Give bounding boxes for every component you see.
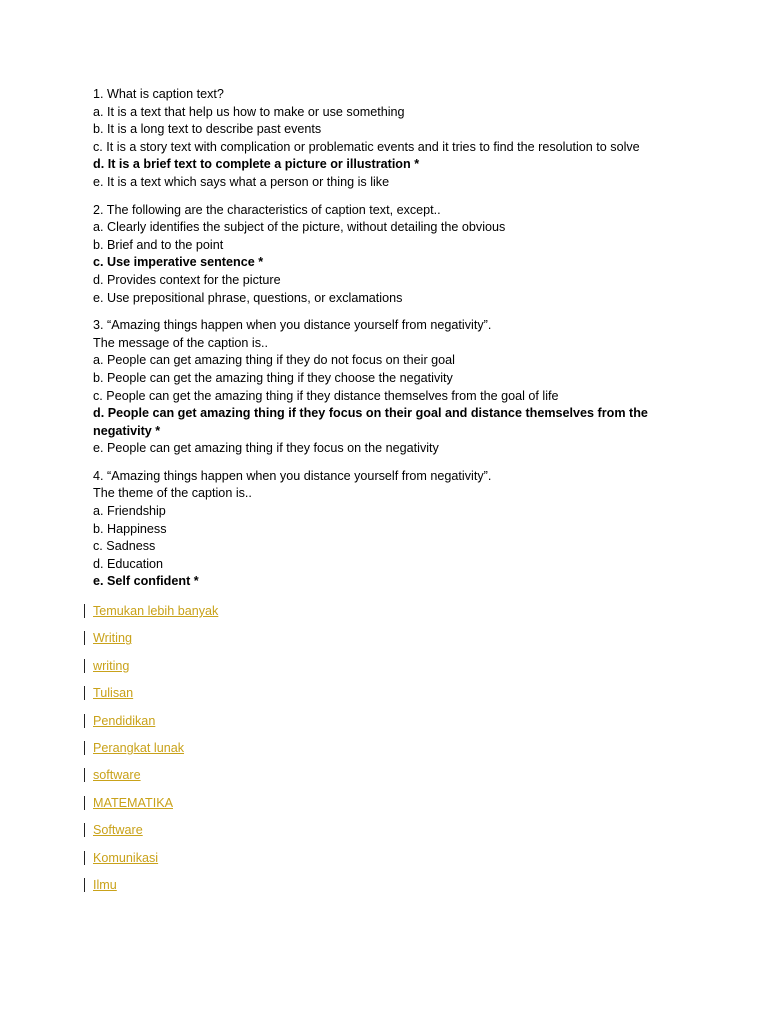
related-link-item <box>93 793 693 820</box>
question-block <box>93 86 693 192</box>
question-text: 3. “Amazing things happen when you distance yourself from negativity”. <box>93 318 492 333</box>
related-link-item <box>93 738 693 765</box>
answer-option-correct: c. Use imperative sentence * <box>93 255 264 270</box>
link-marker <box>84 631 85 645</box>
link-marker <box>84 878 85 892</box>
answer-option: a. Clearly identifies the subject of the picture, without detailing the obvious <box>93 220 506 235</box>
related-link[interactable]: Writing <box>93 631 132 646</box>
related-link[interactable]: Pendidikan <box>93 713 156 728</box>
related-link[interactable]: Perangkat lunak <box>93 740 185 755</box>
answer-option: c. Sadness <box>93 539 156 554</box>
document-page <box>93 86 693 902</box>
question-subtext: The theme of the caption is.. <box>93 486 252 501</box>
related-link-item <box>93 656 693 683</box>
answer-option: c. People can get the amazing thing if they distance themselves from the goal of life <box>93 388 559 403</box>
related-link-item <box>93 683 693 710</box>
answer-option: d. Provides context for the picture <box>93 272 281 287</box>
related-link-item <box>93 820 693 847</box>
question-text: 2. The following are the characteristics of caption text, except.. <box>93 202 441 217</box>
link-marker <box>84 659 85 673</box>
related-link-item <box>93 711 693 738</box>
related-link[interactable]: Komunikasi <box>93 850 159 865</box>
related-link-item <box>93 628 693 655</box>
answer-option-correct: d. It is a brief text to complete a picture or illustration * <box>93 157 420 172</box>
link-marker <box>84 741 85 755</box>
answer-option: a. People can get amazing thing if they do not focus on their goal <box>93 353 455 368</box>
related-link[interactable]: Tulisan <box>93 686 134 701</box>
question-block <box>93 317 693 458</box>
related-links <box>93 601 693 902</box>
related-link-item <box>93 848 693 875</box>
link-marker <box>84 714 85 728</box>
related-link[interactable]: Temukan lebih banyak <box>93 604 219 619</box>
related-link[interactable]: MATEMATIKA <box>93 795 173 810</box>
related-link[interactable]: Software <box>93 823 143 838</box>
answer-option: a. Friendship <box>93 504 166 519</box>
link-marker <box>84 768 85 782</box>
related-link[interactable]: software <box>93 768 141 783</box>
link-marker <box>84 823 85 837</box>
answer-option: e. People can get amazing thing if they focus on the negativity <box>93 441 439 456</box>
related-link[interactable]: Ilmu <box>93 877 117 892</box>
question-text: 1. What is caption text? <box>93 87 224 101</box>
answer-option: c. It is a story text with complication or problematic events and it tries to find the resolution to solve <box>93 139 640 154</box>
answer-option: a. It is a text that help us how to make or use something <box>93 104 405 119</box>
answer-option: b. It is a long text to describe past events <box>93 122 322 137</box>
answer-option: b. Happiness <box>93 521 167 536</box>
link-marker <box>84 851 85 865</box>
link-marker <box>84 796 85 810</box>
question-subtext: The message of the caption is.. <box>93 335 269 350</box>
link-marker <box>84 686 85 700</box>
answer-option: e. Use prepositional phrase, questions, or exclamations <box>93 290 403 305</box>
answer-option-correct: d. People can get amazing thing if they focus on their goal and distance themselves from the negativity * <box>93 406 648 438</box>
question-block <box>93 202 693 308</box>
answer-option: b. People can get the amazing thing if they choose the negativity <box>93 370 453 385</box>
link-marker <box>84 604 85 618</box>
question-list <box>93 86 693 591</box>
related-link-item <box>93 601 693 628</box>
answer-option: b. Brief and to the point <box>93 237 224 252</box>
answer-option-correct: e. Self confident * <box>93 574 199 589</box>
answer-option: e. It is a text which says what a person or thing is like <box>93 174 390 189</box>
answer-option: d. Education <box>93 556 164 571</box>
question-block <box>93 468 693 591</box>
question-text: 4. “Amazing things happen when you distance yourself from negativity”. <box>93 468 492 483</box>
related-link-item <box>93 875 693 902</box>
related-link-item <box>93 765 693 792</box>
related-link[interactable]: writing <box>93 658 130 673</box>
